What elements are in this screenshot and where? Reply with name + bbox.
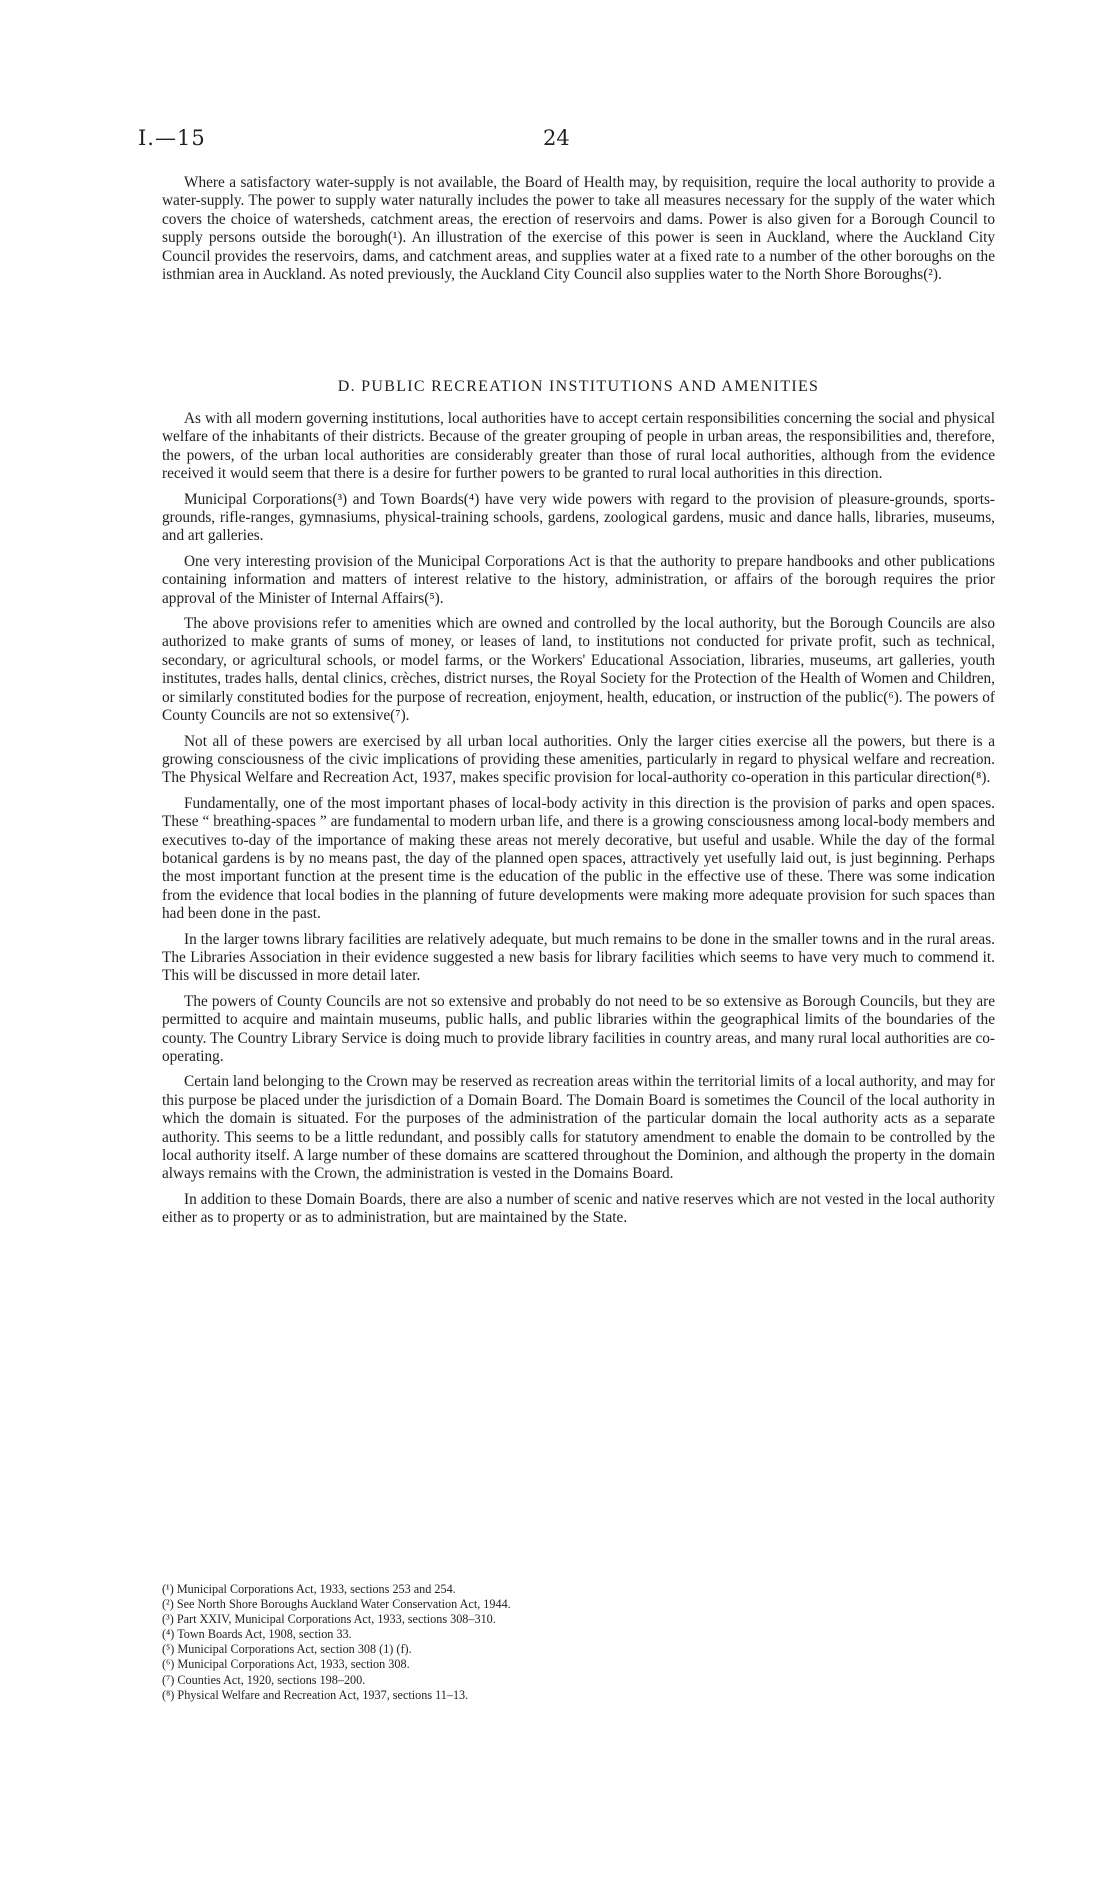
paragraph: As with all modern governing institutions, local authorities have to accept certain responsibilities concerning the social and physical welfare of the inhabitants of their districts. Because of the greater grouping of people in urban areas, the responsibilities and, therefore, the powers, of the urban local authorities are considerably greater than those of rural local authorities, although from the evidence received it would seem that there is a desire for further powers to be granted to rural local authorities in this direction. — [162, 410, 995, 483]
footnote: (⁸) Physical Welfare and Recreation Act, 1937, sections 11–13. — [162, 1687, 469, 1702]
footnotes — [162, 1582, 862, 1703]
paragraph: In addition to these Domain Boards, there are also a number of scenic and native reserves which are not vested in the local authority either as to property or as to administration, but are maintained by the State. — [162, 1190, 995, 1227]
footnote: (³) Part XXIV, Municipal Corporations Act, 1933, sections 308–310. — [162, 1612, 496, 1627]
paragraph: Not all of these powers are exercised by all urban local authorities. Only the larger cities exercise all the powers, but there is a growing consciousness of the civic implications of providing these amenities, particularly in regard to physical welfare and recreation. The Physical Welfare and Recreation Act, 1937, makes specific provision for local-authority co-operation in this particular direction(⁸). — [162, 732, 995, 787]
footnote: (²) See North Shore Boroughs Auckland Water Conservation Act, 1944. — [162, 1597, 511, 1612]
document-reference: I.—15 — [138, 126, 206, 150]
footnote: (⁴) Town Boards Act, 1908, section 33. — [162, 1627, 352, 1642]
section-heading: D. PUBLIC RECREATION INSTITUTIONS AND AMENITIES — [337, 378, 820, 395]
footnote: (⁶) Municipal Corporations Act, 1933, section 308. — [162, 1657, 410, 1672]
recreation-section-body — [162, 410, 995, 1235]
paragraph: One very interesting provision of the Municipal Corporations Act is that the authority to prepare handbooks and other publications containing information and matters of interest relative to the history, administration, or affairs of the borough requires the prior approval of the Minister of Internal Affairs(⁵). — [162, 552, 995, 607]
paragraph: Municipal Corporations(³) and Town Boards(⁴) have very wide powers with regard to the provision of pleasure-grounds, sports-grounds, rifle-ranges, gymnasiums, physical-training schools, gardens, zoological gardens, music and dance halls, libraries, museums, and art galleries. — [162, 490, 995, 545]
footnote: (¹) Municipal Corporations Act, 1933, sections 253 and 254. — [162, 1582, 456, 1596]
paragraph: Fundamentally, one of the most important phases of local-body activity in this direction is the provision of parks and open spaces. These “ breathing-spaces ” are fundamental to modern urban life, and there is a growing consciousness among local-body members and executives to-day of the importance of making these areas not merely decorative, but useful and usable. While the day of the formal botanical gardens is by no means past, the day of the planned open spaces, attractively yet usefully laid out, is just beginning. Perhaps the most important function at the present time is the education of the public in the effective use of these. There was some indication from the evidence that local bodies in the planning of future developments were making more adequate provision for such spaces than had been done in the past. — [162, 794, 995, 923]
paragraph: The above provisions refer to amenities which are owned and controlled by the local authority, but the Borough Councils are also authorized to make grants of sums of money, or leases of land, to institutions not conducted for private profit, such as technical, secondary, or agricultural schools, or model farms, or the Workers' Educational Association, libraries, museums, art galleries, youth institutes, trades halls, dental clinics, crèches, district nurses, the Royal Society for the Protection of the Health of Women and Children, or similarly constituted bodies for the purpose of recreation, enjoyment, health, education, or instruction of the public(⁶). The powers of County Councils are not so extensive(⁷). — [162, 615, 995, 725]
page-number: 24 — [543, 126, 570, 150]
footnote: (⁵) Municipal Corporations Act, section 308 (1) (f). — [162, 1642, 412, 1657]
footnote: (⁷) Counties Act, 1920, sections 198–200. — [162, 1672, 366, 1687]
paragraph: Certain land belonging to the Crown may be reserved as recreation areas within the territorial limits of a local authority, and may for this purpose be placed under the jurisdiction of a Domain Board. The Domain Board is sometimes the Council of the local authority in which the domain is situated. For the purposes of the administration of the particular domain the local authority acts as a separate authority. This seems to be a little redundant, and possibly calls for statutory amendment to enable the domain to be controlled by the local authority itself. A large number of these domains are scattered throughout the Dominion, and although the property in the domain always remains with the Crown, the administration is vested in the Domains Board. — [162, 1073, 995, 1183]
paragraph: In the larger towns library facilities are relatively adequate, but much remains to be done in the smaller towns and in the rural areas. The Libraries Association in their evidence suggested a new basis for library facilities which seems to have very much to commend it. This will be discussed in more detail later. — [162, 930, 995, 985]
paragraph: The powers of County Councils are not so extensive and probably do not need to be so extensive as Borough Councils, but they are permitted to acquire and maintain museums, public halls, and public libraries within the geographical limits of the boundaries of the county. The Country Library Service is doing much to provide library facilities in country areas, and many rural local authorities are co-operating. — [162, 992, 995, 1065]
water-supply-section — [162, 174, 995, 284]
paragraph: Where a satisfactory water-supply is not available, the Board of Health may, by requisition, require the local authority to provide a water-supply. The power to supply water naturally includes the power to take all measures necessary for the supply of the water which covers the choice of watersheds, catchment areas, the erection of reservoirs and dams. Power is also given for a Borough Council to supply persons outside the borough(¹). An illustration of the exercise of this power is seen in Auckland, where the Auckland City Council provides the reservoirs, dams, and catchment areas, and supplies water at a fixed rate to a number of the other boroughs on the isthmian area in Auckland. As noted previously, the Auckland City Council also supplies water to the North Shore Boroughs(²). — [162, 174, 995, 284]
